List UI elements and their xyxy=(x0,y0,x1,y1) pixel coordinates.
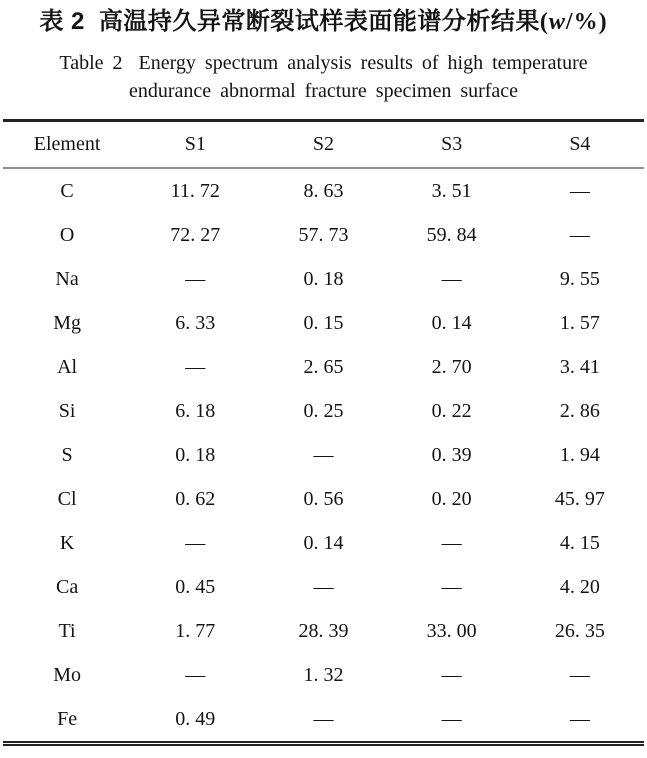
table-row xyxy=(3,653,644,697)
value-cell: 0. 45 xyxy=(175,575,216,598)
element-cell: K xyxy=(59,531,75,554)
value-cell: 8. 63 xyxy=(303,179,344,202)
value-cell: 59. 84 xyxy=(426,223,477,246)
table-number-zh: 表 2 xyxy=(39,8,85,35)
value-cell: 6. 33 xyxy=(175,311,216,334)
value-cell: 1. 57 xyxy=(559,311,600,334)
element-cell: Mo xyxy=(53,663,81,686)
unit-close: /%) xyxy=(565,9,608,35)
value-cell: — xyxy=(569,663,590,686)
element-cell: Al xyxy=(57,355,78,378)
value-cell: — xyxy=(569,223,590,246)
table-row xyxy=(3,521,644,565)
table-row xyxy=(3,345,644,389)
value-cell: — xyxy=(313,443,334,466)
element-cell: C xyxy=(60,179,74,202)
value-cell: — xyxy=(441,663,462,686)
value-cell: 0. 62 xyxy=(175,487,216,510)
table-row xyxy=(3,565,644,609)
value-cell: — xyxy=(441,707,462,730)
element-cell: Si xyxy=(58,399,76,422)
element-cell: Ti xyxy=(58,619,76,642)
value-cell: 0. 49 xyxy=(175,707,216,730)
unit-open-paren: ( xyxy=(539,9,549,35)
table-header xyxy=(3,121,644,169)
column-header-s3: S3 xyxy=(388,121,516,169)
value-cell: 6. 18 xyxy=(175,399,216,422)
value-cell: 3. 41 xyxy=(559,355,600,378)
element-cell: Mg xyxy=(53,311,81,334)
value-cell: 0. 20 xyxy=(431,487,472,510)
header-row xyxy=(3,121,644,169)
value-cell: — xyxy=(441,267,462,290)
table-row xyxy=(3,697,644,744)
table-row xyxy=(3,477,644,521)
value-cell: 26. 35 xyxy=(554,619,605,642)
table-row xyxy=(3,389,644,433)
value-cell: 45. 97 xyxy=(554,487,605,510)
element-cell: O xyxy=(59,223,75,246)
value-cell: 0. 25 xyxy=(303,399,344,422)
value-cell: 0. 56 xyxy=(303,487,344,510)
value-cell: 3. 51 xyxy=(431,179,472,202)
table-row xyxy=(3,301,644,345)
value-cell: 9. 55 xyxy=(559,267,600,290)
value-cell: 33. 00 xyxy=(426,619,477,642)
value-cell: 0. 14 xyxy=(303,531,344,554)
table-row xyxy=(3,257,644,301)
value-cell: — xyxy=(441,531,462,554)
value-cell: 1. 32 xyxy=(303,663,344,686)
table-caption-zh xyxy=(0,0,647,39)
element-cell: Na xyxy=(55,267,79,290)
energy-spectrum-table xyxy=(3,119,644,746)
value-cell: 0. 22 xyxy=(431,399,472,422)
value-cell: 0. 18 xyxy=(303,267,344,290)
table-row xyxy=(3,213,644,257)
column-header-s4: S4 xyxy=(516,121,644,169)
value-cell: 0. 18 xyxy=(175,443,216,466)
value-cell: 1. 94 xyxy=(559,443,600,466)
element-cell: S xyxy=(61,443,73,466)
table-row xyxy=(3,433,644,477)
value-cell: — xyxy=(185,355,206,378)
table-caption-en-line2: endurance abnormal fracture specimen surface xyxy=(128,80,519,102)
element-cell: Fe xyxy=(57,707,78,730)
table-caption-en-line1 xyxy=(0,49,647,77)
value-cell: 0. 39 xyxy=(431,443,472,466)
value-cell: — xyxy=(185,531,206,554)
value-cell: — xyxy=(313,575,334,598)
value-cell: 2. 65 xyxy=(303,355,344,378)
column-header-s2: S2 xyxy=(259,121,387,169)
value-cell: 4. 15 xyxy=(559,531,600,554)
value-cell: 1. 77 xyxy=(175,619,216,642)
value-cell: — xyxy=(185,267,206,290)
value-cell: 2. 70 xyxy=(431,355,472,378)
table-row xyxy=(3,609,644,653)
table-number-en: Table 2 xyxy=(59,52,123,74)
value-cell: 11. 72 xyxy=(170,179,220,202)
table-body xyxy=(3,168,644,744)
value-cell: 57. 73 xyxy=(298,223,349,246)
column-header-element: Element xyxy=(3,121,131,169)
unit-notation xyxy=(540,9,608,35)
element-cell: Ca xyxy=(55,575,79,598)
value-cell: 0. 14 xyxy=(431,311,472,334)
value-cell: — xyxy=(441,575,462,598)
value-cell: 4. 20 xyxy=(559,575,600,598)
table-caption-zh-text: 高温持久异常断裂试样表面能谱分析结果 xyxy=(98,8,540,35)
value-cell: 0. 15 xyxy=(303,311,344,334)
value-cell: — xyxy=(185,663,206,686)
value-cell: — xyxy=(313,707,334,730)
value-cell: — xyxy=(569,707,590,730)
element-cell: Cl xyxy=(57,487,77,510)
value-cell: 72. 27 xyxy=(170,223,221,246)
table-caption-en-text: Energy spectrum analysis results of high temperature xyxy=(138,52,588,74)
value-cell: 2. 86 xyxy=(559,399,600,422)
table-row xyxy=(3,168,644,213)
value-cell: 28. 39 xyxy=(298,619,349,642)
unit-mass-fraction-symbol: w xyxy=(548,9,566,35)
value-cell: — xyxy=(569,179,590,202)
column-header-s1: S1 xyxy=(131,121,259,169)
